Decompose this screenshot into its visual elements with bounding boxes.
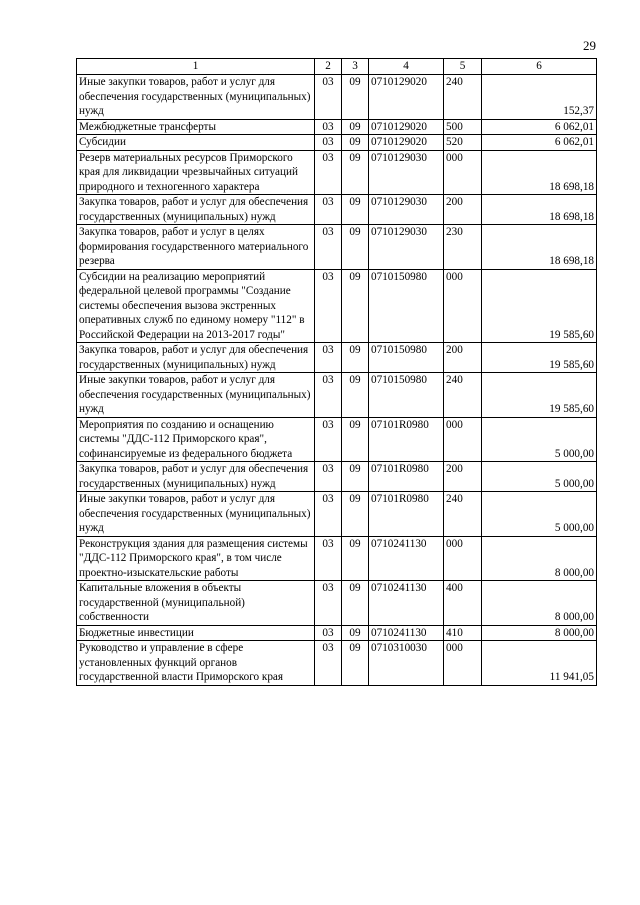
cell-section: 03 bbox=[315, 225, 342, 270]
cell-name: Межбюджетные трансферты bbox=[77, 119, 315, 135]
cell-name: Закупка товаров, работ и услуг для обеспечения государственных (муниципальных) нужд bbox=[77, 462, 315, 492]
cell-code: 0710310030 bbox=[369, 641, 444, 686]
cell-amount: 19 585,60 bbox=[482, 269, 597, 343]
table-header-row bbox=[77, 59, 597, 75]
cell-section: 03 bbox=[315, 119, 342, 135]
cell-code: 0710241130 bbox=[369, 536, 444, 581]
cell-type: 200 bbox=[444, 343, 482, 373]
cell-name: Мероприятия по созданию и оснащению системы "ДДС-112 Приморского края", софинансируемые из федерального бюджета bbox=[77, 417, 315, 462]
cell-amount: 6 062,01 bbox=[482, 119, 597, 135]
cell-code: 0710129020 bbox=[369, 119, 444, 135]
cell-section: 03 bbox=[315, 150, 342, 195]
cell-amount: 19 585,60 bbox=[482, 343, 597, 373]
header-cell-amount: 6 bbox=[482, 59, 597, 75]
cell-name: Субсидии bbox=[77, 135, 315, 151]
cell-subsection: 09 bbox=[342, 492, 369, 537]
cell-amount: 5 000,00 bbox=[482, 462, 597, 492]
cell-amount: 19 585,60 bbox=[482, 373, 597, 418]
table-row bbox=[77, 269, 597, 343]
cell-code: 0710241130 bbox=[369, 581, 444, 626]
table-body bbox=[77, 75, 597, 686]
table-row bbox=[77, 536, 597, 581]
cell-subsection: 09 bbox=[342, 119, 369, 135]
header-cell-code: 4 bbox=[369, 59, 444, 75]
cell-code: 0710150980 bbox=[369, 269, 444, 343]
header-cell-section: 2 bbox=[315, 59, 342, 75]
cell-name: Резерв материальных ресурсов Приморского края для ликвидации чрезвычайных ситуаций природного и техногенного характера bbox=[77, 150, 315, 195]
table-row bbox=[77, 581, 597, 626]
cell-subsection: 09 bbox=[342, 417, 369, 462]
page-number: 29 bbox=[583, 38, 596, 53]
cell-code: 0710241130 bbox=[369, 625, 444, 641]
cell-amount: 8 000,00 bbox=[482, 625, 597, 641]
cell-type: 000 bbox=[444, 150, 482, 195]
budget-table bbox=[76, 58, 597, 686]
cell-amount: 18 698,18 bbox=[482, 225, 597, 270]
cell-type: 410 bbox=[444, 625, 482, 641]
cell-subsection: 09 bbox=[342, 581, 369, 626]
cell-subsection: 09 bbox=[342, 373, 369, 418]
cell-code: 0710129030 bbox=[369, 225, 444, 270]
cell-name: Бюджетные инвестиции bbox=[77, 625, 315, 641]
table-row bbox=[77, 343, 597, 373]
cell-name: Иные закупки товаров, работ и услуг для обеспечения государственных (муниципальных) нужд bbox=[77, 75, 315, 120]
cell-type: 000 bbox=[444, 641, 482, 686]
cell-subsection: 09 bbox=[342, 462, 369, 492]
cell-amount: 8 000,00 bbox=[482, 581, 597, 626]
cell-section: 03 bbox=[315, 536, 342, 581]
table-row bbox=[77, 75, 597, 120]
cell-subsection: 09 bbox=[342, 343, 369, 373]
cell-name: Иные закупки товаров, работ и услуг для обеспечения государственных (муниципальных) нужд bbox=[77, 373, 315, 418]
cell-code: 0710150980 bbox=[369, 373, 444, 418]
cell-subsection: 09 bbox=[342, 269, 369, 343]
cell-code: 0710129030 bbox=[369, 150, 444, 195]
cell-section: 03 bbox=[315, 373, 342, 418]
cell-amount: 6 062,01 bbox=[482, 135, 597, 151]
cell-amount: 18 698,18 bbox=[482, 150, 597, 195]
cell-amount: 5 000,00 bbox=[482, 492, 597, 537]
cell-name: Закупка товаров, работ и услуг в целях формирования государственного материального резерва bbox=[77, 225, 315, 270]
cell-name: Капитальные вложения в объекты государственной (муниципальной) собственности bbox=[77, 581, 315, 626]
header-cell-subsection: 3 bbox=[342, 59, 369, 75]
cell-type: 000 bbox=[444, 417, 482, 462]
cell-subsection: 09 bbox=[342, 625, 369, 641]
cell-type: 000 bbox=[444, 536, 482, 581]
cell-subsection: 09 bbox=[342, 75, 369, 120]
header-cell-name: 1 bbox=[77, 59, 315, 75]
cell-type: 400 bbox=[444, 581, 482, 626]
table-row bbox=[77, 417, 597, 462]
cell-subsection: 09 bbox=[342, 195, 369, 225]
cell-name: Закупка товаров, работ и услуг для обеспечения государственных (муниципальных) нужд bbox=[77, 343, 315, 373]
cell-name: Руководство и управление в сфере установленных функций органов государственной власти Приморского края bbox=[77, 641, 315, 686]
cell-type: 500 bbox=[444, 119, 482, 135]
cell-code: 07101R0980 bbox=[369, 462, 444, 492]
cell-type: 200 bbox=[444, 462, 482, 492]
table-row bbox=[77, 641, 597, 686]
cell-type: 000 bbox=[444, 269, 482, 343]
cell-name: Иные закупки товаров, работ и услуг для обеспечения государственных (муниципальных) нужд bbox=[77, 492, 315, 537]
cell-amount: 5 000,00 bbox=[482, 417, 597, 462]
cell-name: Субсидии на реализацию мероприятий федеральной целевой программы "Создание системы обеспечения вызова экстренных оперативных служб по единому номеру "112" в Российской Федерации на 2013-2017 годы" bbox=[77, 269, 315, 343]
cell-section: 03 bbox=[315, 195, 342, 225]
cell-type: 240 bbox=[444, 373, 482, 418]
cell-section: 03 bbox=[315, 417, 342, 462]
cell-code: 0710129030 bbox=[369, 195, 444, 225]
cell-section: 03 bbox=[315, 343, 342, 373]
table-row bbox=[77, 373, 597, 418]
cell-amount: 152,37 bbox=[482, 75, 597, 120]
cell-section: 03 bbox=[315, 269, 342, 343]
table-row bbox=[77, 195, 597, 225]
cell-type: 230 bbox=[444, 225, 482, 270]
table-row bbox=[77, 119, 597, 135]
table-row bbox=[77, 625, 597, 641]
cell-code: 0710129020 bbox=[369, 75, 444, 120]
cell-section: 03 bbox=[315, 492, 342, 537]
cell-amount: 11 941,05 bbox=[482, 641, 597, 686]
cell-section: 03 bbox=[315, 135, 342, 151]
table-row bbox=[77, 135, 597, 151]
cell-name: Реконструкция здания для размещения системы "ДДС-112 Приморского края", в том числе проектно-изыскательские работы bbox=[77, 536, 315, 581]
cell-section: 03 bbox=[315, 75, 342, 120]
table-row bbox=[77, 462, 597, 492]
cell-section: 03 bbox=[315, 625, 342, 641]
cell-code: 07101R0980 bbox=[369, 492, 444, 537]
cell-section: 03 bbox=[315, 462, 342, 492]
cell-subsection: 09 bbox=[342, 536, 369, 581]
cell-name: Закупка товаров, работ и услуг для обеспечения государственных (муниципальных) нужд bbox=[77, 195, 315, 225]
table-row bbox=[77, 492, 597, 537]
cell-subsection: 09 bbox=[342, 641, 369, 686]
cell-type: 240 bbox=[444, 492, 482, 537]
cell-code: 0710129020 bbox=[369, 135, 444, 151]
cell-amount: 8 000,00 bbox=[482, 536, 597, 581]
cell-subsection: 09 bbox=[342, 150, 369, 195]
cell-section: 03 bbox=[315, 641, 342, 686]
header-cell-type: 5 bbox=[444, 59, 482, 75]
cell-code: 0710150980 bbox=[369, 343, 444, 373]
cell-type: 200 bbox=[444, 195, 482, 225]
cell-section: 03 bbox=[315, 581, 342, 626]
cell-type: 520 bbox=[444, 135, 482, 151]
table-row bbox=[77, 150, 597, 195]
table-row bbox=[77, 225, 597, 270]
cell-subsection: 09 bbox=[342, 135, 369, 151]
cell-type: 240 bbox=[444, 75, 482, 120]
cell-subsection: 09 bbox=[342, 225, 369, 270]
cell-code: 07101R0980 bbox=[369, 417, 444, 462]
cell-amount: 18 698,18 bbox=[482, 195, 597, 225]
